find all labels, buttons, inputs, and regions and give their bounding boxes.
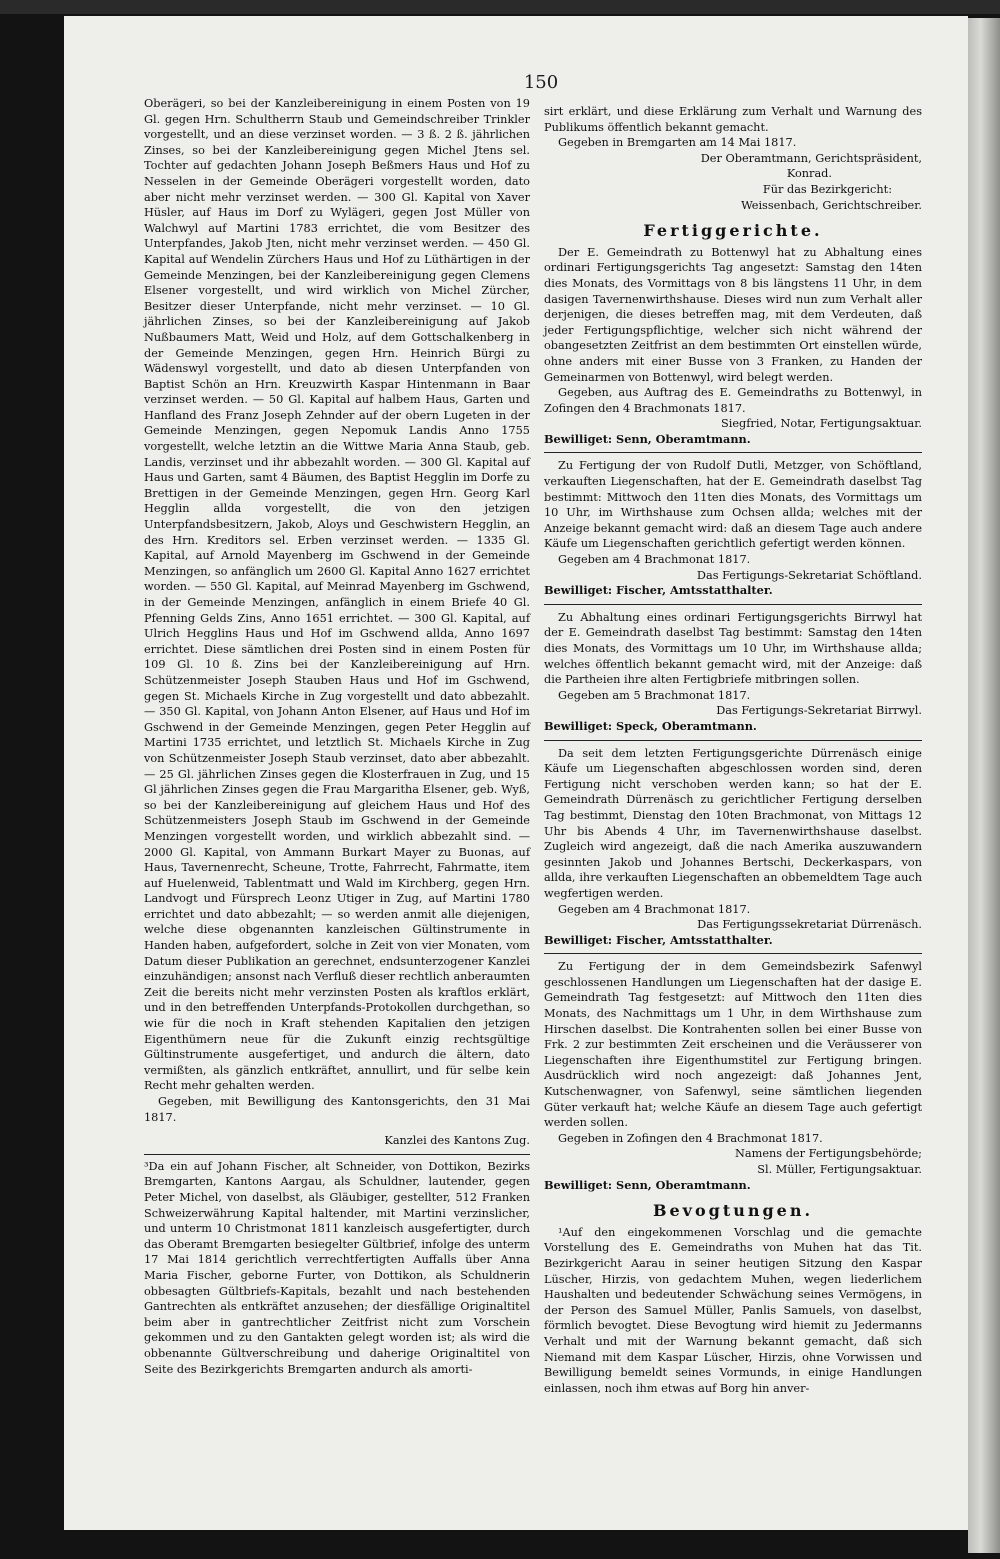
notice-safenwyl-given: Gegeben in Zofingen den 4 Brachmonat 1817. bbox=[558, 1131, 823, 1145]
left-divider bbox=[144, 1154, 530, 1155]
right-sign-1d: Weissenbach, Gerichtschreiber. bbox=[741, 198, 922, 212]
notice-birrwyl: Zu Abhaltung eines ordinari Fertigungsgerichts Birrwyl hat der E. Gemeindrath daselbst Tag bestimmt: Samstag den 14ten dies Monats, des Vormittags um 10 Uhr, im Wirthshause allda; welches öffentlich bekannt gemacht wird, mit der Anzeige: daß die Partheien ihre alten Fertigbriefe mitbringen sollen. bbox=[544, 610, 922, 687]
divider-3 bbox=[544, 740, 922, 741]
notice-duerrenaesch-approved: Bewilliget: Fischer, Amtsstatthalter. bbox=[544, 932, 773, 947]
right-sign-1b: Konrad. bbox=[786, 167, 832, 181]
notice-duerrenaesch-sign: Das Fertigungssekretariat Dürrenäsch. bbox=[697, 918, 922, 932]
notice-schoeftland-sign: Das Fertigungs-Sekretariat Schöftland. bbox=[696, 568, 922, 582]
right-column bbox=[544, 104, 922, 1396]
notice-bottenwyl-approved: Bewilliget: Senn, Oberamtmann. bbox=[544, 431, 751, 446]
page-number: 150 bbox=[523, 72, 559, 93]
heading-bevogtungen: Bevogtungen. bbox=[652, 1201, 814, 1221]
notice-duerrenaesch-given: Gegeben am 4 Brachmonat 1817. bbox=[558, 902, 751, 916]
notice-muhen: ¹Auf den eingekommenen Vorschlag und die gemachte Vorstellung des E. Gemeindraths von Muhen hat das Tit. Bezirkgericht Aarau in seiner heutigen Sitzung den Kaspar Lüscher, Hirzis, von gedachtem Muhen, wegen liederlichem Haushalten und bedeutender Schwächung seines Vermögens, in der Person des Samuel Müller, Panlis Samuels, von daselbst, förmlich bevogtet. Diese Bevogtung wird hiemit zu Jedermanns Verhalt und mit der Warnung bekannt gemacht, daß sich Niemand mit dem Kaspar Lüscher, Hirzis, ohne Vorwissen und Bewilligung bemeldt seines Vormunds, in einige Handlungen einlassen, noch ihm etwas auf Borg hin anver- bbox=[544, 1225, 922, 1395]
left-paragraph-2: ³Da ein auf Johann Fischer, alt Schneider, von Dottikon, Bezirks Bremgarten, Kantons Aargau, als Schuldner, lautender, gegen Peter Michel, von daselbst, als Gläubiger, gestellter, 512 Franken Schweizerwährung Kapital haltender, mit Martini verzinslicher, und unterm 10 Christmonat 1811 kanzleisch ausgefertigter, durch das Oberamt Bremgarten besiegelter Gültbrief, infolge des unterm 17 Mai 1814 gerichtlich verrechtfertigten Auffalls über Anna Maria Fischer, geborne Furter, von Dottikon, als Schuldnerin obbesagten Gültbriefs-Kapitals, bezahlt und nach bestehenden Gantrechten als entkräftet anzusehen; der diesfällige Originaltitel beim aber in gantrechtlicher Zeitfrist nicht zum Vorschein gekommen und zu den Gantakten gelegt worden ist; als wird die obbenannte Gültverschreibung und daherige Originaltitel von Seite des Bezirkgerichts Bremgarten andurch als amorti- bbox=[144, 1159, 530, 1376]
left-given-1: Gegeben, mit Bewilligung des Kantonsgerichts, den 31 Mai 1817. bbox=[144, 1095, 530, 1124]
notice-bottenwyl: Der E. Gemeindrath zu Bottenwyl hat zu Abhaltung eines ordinari Fertigungsgerichts Tag angesetzt: Samstag den 14ten dies Monats, des Vormittags von 8 bis längstens 11 Uhr, in dem dasigen Tavernenwirthshause. Dieses wird nun zum Verhalt aller derjenigen, die dieses betreffen mag, mit dem Verdeuten, daß jeder Fertigungspflichtige, welcher sich nicht während der obangesetzten Zeitfrist an dem bestimmten Ort einstellen würde, ohne anders mit einer Busse von 3 Franken, zu Handen der Gemeinarmen von Bottenwyl, wird belegt werden. bbox=[544, 245, 922, 384]
left-signature-1: Kanzlei des Kantons Zug. bbox=[384, 1134, 530, 1148]
notice-birrwyl-given: Gegeben am 5 Brachmonat 1817. bbox=[558, 688, 751, 702]
notice-birrwyl-approved: Bewilliget: Speck, Oberamtmann. bbox=[544, 718, 757, 733]
notice-safenwyl: Zu Fertigung der in dem Gemeindsbezirk Safenwyl geschlossenen Handlungen um Liegenschaften hat der dasige E. Gemeindrath Tag festgesetzt: auf Mittwoch den 11ten dies Monats, des Nachmittags um 1 Uhr, in dem Wirthshause zum Hirschen daselbst. Die Kontrahenten sollen bei einer Busse von Frk. 2 zur bestimmten Zeit erscheinen und die Veräusserer von Liegenschaften ihre Eigenthumstitel zur Fertigung bringen. Ausdrücklich wird noch angezeigt: daß Johannes Jent, Kutschenwagner, von Safenwyl, seine sämtlichen liegenden Güter verkauft hat; welche Käufe an diesem Tage auch gefertigt werden sollen. bbox=[544, 960, 922, 1130]
divider-2 bbox=[544, 604, 922, 605]
right-sign-1c: Für das Bezirkgericht: bbox=[762, 182, 892, 196]
divider-4 bbox=[544, 953, 922, 954]
notice-birrwyl-sign: Das Fertigungs-Sekretariat Birrwyl. bbox=[716, 704, 922, 718]
next-page-edge bbox=[968, 18, 1000, 1553]
notice-safenwyl-approved: Bewilliget: Senn, Oberamtmann. bbox=[544, 1177, 751, 1192]
right-given-1: Gegeben in Bremgarten am 14 Mai 1817. bbox=[558, 136, 797, 150]
left-column bbox=[144, 96, 530, 1377]
notice-schoeftland-approved: Bewilliget: Fischer, Amtsstatthalter. bbox=[544, 583, 773, 598]
notice-bottenwyl-sign: Siegfried, Notar, Fertigungsaktuar. bbox=[720, 417, 922, 431]
right-sign-1a: Der Oberamtmann, Gerichtspräsident, bbox=[700, 151, 922, 165]
divider-1 bbox=[544, 452, 922, 453]
notice-safenwyl-sign-a: Namens der Fertigungsbehörde; bbox=[735, 1147, 922, 1161]
scan-border-top bbox=[0, 0, 1000, 14]
left-paragraph-1: Oberägeri, so bei der Kanzleibereinigung in einem Posten von 19 Gl. gegen Hrn. Schultherrn Staub und Gemeindschreiber Trinkler vorgestellt, und an diese verzinset worden. — 3 ß. 2 ß. jährlichen Zinses, so bei der Kanzleibereinigung gegen Michel Jtens sel. Tochter auf gedachten Johann Joseph Beßmers Haus und Hof zu Nesselen in der Gemeinde Oberägeri vorgestellt worden, dato aber nicht mehr verzinset werden. — 300 Gl. Kapital von Xaver Hüsler, auf Haus im Dorf zu Wylägeri, gegen Jost Müller von Walchwyl auf Martini 1783 errichtet, die vom Besitzer des Unterpfandes, Jakob Jten, nicht mehr verzinset werden. — 450 Gl. Kapital auf Wendelin Zürchers Haus und Hof zu Lüthärtigen in der Gemeinde Menzingen, bei der Kanzleibereinigung gegen Clemens Elsener vorgestellt, und wird wirklich von Michel Zürcher, Besitzer dieser Unterpfande, nicht mehr verzinset. — 10 Gl. jährlichen Zinses, so bei der Kanzleibereinigung auf Jakob Nußbaumers Matt, Weid und Holz, auf dem Gottschalkenberg in der Gemeinde Menzingen, gegen Hrn. Heinrich Bürgi zu Wädenswyl vorgestellt, und dato ab diesen Unterpfanden von Baptist Schön an Hrn. Kreuzwirth Kaspar Hintenmann in Baar verzinset werden. — 50 Gl. Kapital auf halbem Haus, Garten und Hanfland des Franz Joseph Zehnder auf der obern Lugeten in der Gemeinde Menzingen, gegen Nepomuk Landis Anno 1755 vorgestellt, welche letztin an die Wittwe Maria Anna Staub, geb. Landis, verzinset und ihr abbezahlt worden. — 300 Gl. Kapital auf Haus und Garten, samt 4 Bäumen, des Baptist Hegglin im Dorfe zu Brettigen in der Gemeinde Menzingen, gegen Hrn. Georg Karl Hegglin allda vorgestellt, die von den jetzigen Unterpfandsbesitzern, Jakob, Aloys und Geschwistern Hegglin, an des Hrn. Kreditors sel. Erben verzinset werden. — 1335 Gl. Kapital, auf Arnold Mayenberg im Gschwend in der Gemeinde Menzingen, so anfänglich um 2600 Gl. Kapital Anno 1627 errichtet worden. — 550 Gl. Kapital, auf Meinrad Mayenberg im Gschwend, in der Gemeinde Menzingen, anfänglich in einem Briefe 40 Gl. Pfenning Gelds Zins, Anno 1651 errichtet. — 300 Gl. Kapital, auf Ulrich Hegglins Haus und Hof im Gschwend allda, Anno 1697 errichtet. Diese sämtlichen drei Posten sind in einem Posten für 109 Gl. 10 ß. Zins bei der Kanzleibereinigung auf Hrn. Schützenmeister Joseph Stauben Haus und Hof im Gschwend, gegen St. Michaels Kirche in Zug vorgestellt und dato abbezahlt. — 350 Gl. Kapital, von Johann Anton Elsener, auf Haus und Hof im Gschwend in der Gemeinde Menzingen, gegen Peter Hegglin auf Martini 1735 errichtet, und letztlich St. Michaels Kirche in Zug von Schützenmeister Joseph Staub verzinset, dato aber abbezahlt. — 25 Gl. jährlichen Zinses gegen die Klosterfrauen in Zug, und 15 Gl jährlichen Zinses gegen die Frau Margaritha Elsener, geb. Wyß, so bei der Kanzleibereinigung auf gleichem Haus und Hof des Schützenmeisters Joseph Staub im Gschwend in der Gemeinde Menzingen vorgestellt worden, und wirklich abbezahlt sind. — 2000 Gl. Kapital, von Ammann Burkart Mayer zu Buonas, auf Haus, Tavernenrecht, Scheune, Trotte, Fahrrecht, Fahrmatte, item auf Huelenweid, Tablentmatt und Wald im Kirchberg, gegen Hrn. Landvogt und Fürsprech Leonz Utiger in Zug, auf Martini 1780 errichtet und dato abbezahlt; — so werden anmit alle diejenigen, welche diese obgenannten kanzleischen Gültinstrumente in Handen haben, aufgefordert, solche in Zeit von vier Monaten, vom Datum dieser Publikation an gerechnet, endsunterzogener Kanzlei einzuhändigen; ansonst nach Verfluß dieser rechtlich anberaumten Zeit die bereits nicht mehr verzinsten Posten als kraftlos erklärt, und in den betreffenden Unterpfands-Protokollen durchgethan, so wie für die noch in Kraft stehenden Kapitalien den jetzigen Eigenthümern neue für die Zukunft einzig rechtsgültige Gültinstrumente ausgefertiget, und andurch die ältern, dato vermißten, als gänzlich entkräftet, annullirt, und für selbe kein Recht mehr gehalten werden. bbox=[144, 97, 530, 1093]
notice-bottenwyl-given: Gegeben, aus Auftrag des E. Gemeindraths zu Bottenwyl, in Zofingen den 4 Brachmonats 1817. bbox=[544, 386, 922, 415]
notice-schoeftland: Zu Fertigung der von Rudolf Dutli, Metzger, von Schöftland, verkauften Liegenschaften, hat der E. Gemeindrath daselbst Tag bestimmt: Mittwoch den 11ten dies Monats, des Vormittags um 10 Uhr, im Wirthshause zum Ochsen allda; welches mit der Anzeige bekannt gemacht wird: daß an diesem Tage auch andere Käufe um Liegenschaften gerichtlich gefertigt werden können. bbox=[544, 459, 922, 551]
notice-safenwyl-sign-b: Sl. Müller, Fertigungsaktuar. bbox=[757, 1163, 922, 1176]
notice-schoeftland-given: Gegeben am 4 Brachmonat 1817. bbox=[558, 553, 751, 567]
right-continuation: sirt erklärt, und diese Erklärung zum Verhalt und Warnung des Publikums öffentlich bekannt gemacht. bbox=[544, 105, 922, 134]
notice-duerrenaesch: Da seit dem letzten Fertigungsgerichte Dürrenäsch einige Käufe um Liegenschaften abgeschlossen worden sind, deren Fertigung nicht verschoben werden kann; so hat der E. Gemeindrath Dürrenäsch zu gerichtlicher Fertigung derselben Tag bestimmt, Dienstag den 10ten Brachmonat, von Mittags 12 Uhr bis Abends 4 Uhr, im Tavernenwirthshause daselbst. Zugleich wird angezeigt, daß die nach Amerika auszuwandern gesinnten Jakob und Johannes Bertschi, Deckerkaspars, von allda, ihre verkauften Liegenschaften an obbemeldtem Tage auch wegfertigen werden. bbox=[544, 746, 922, 900]
heading-fertiggerichte: Fertiggerichte. bbox=[643, 221, 823, 241]
